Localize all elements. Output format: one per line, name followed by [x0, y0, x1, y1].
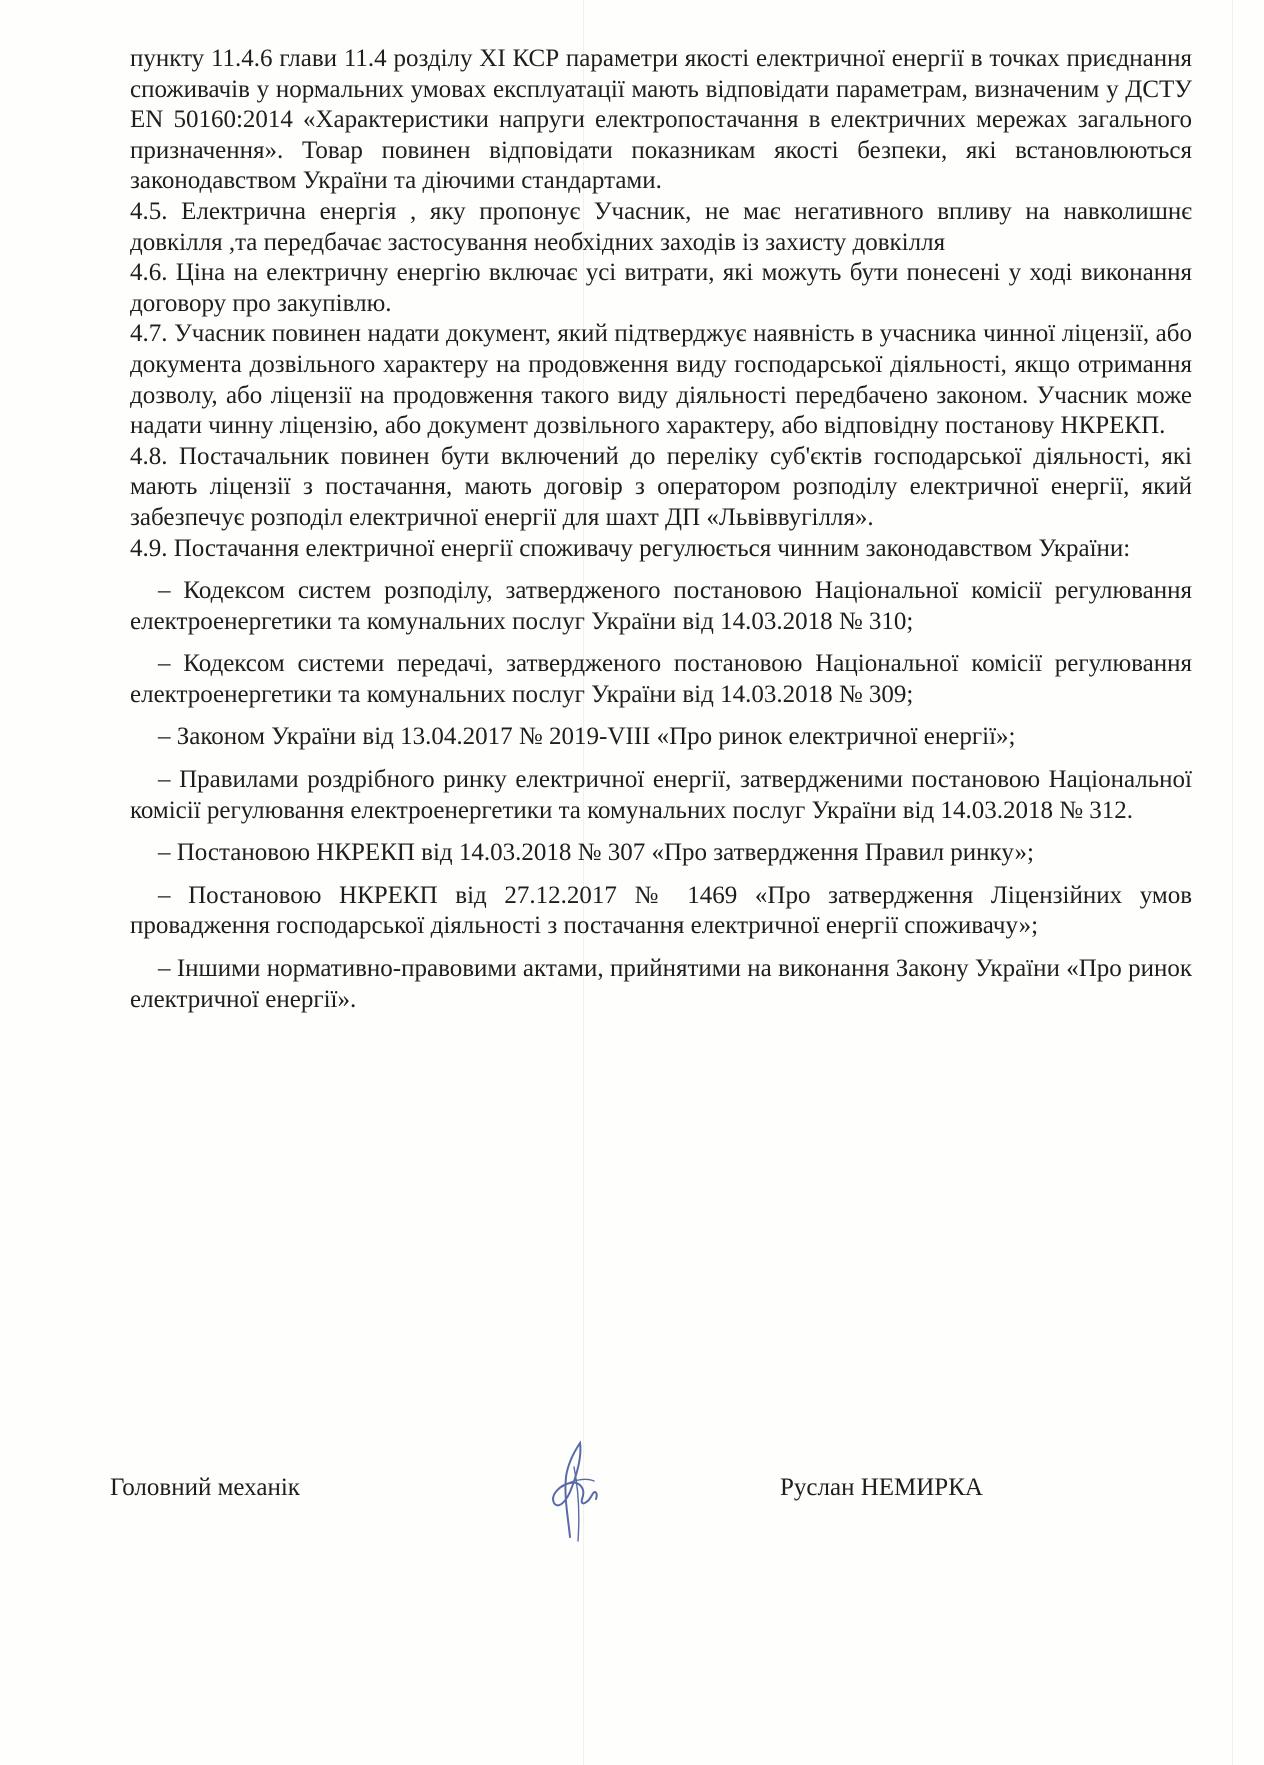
- spacer: [130, 869, 1192, 881]
- spacer: [130, 564, 1192, 576]
- paragraph-4-7: 4.7. Учасник повинен надати документ, який підтверджує наявність в учасника чинної ліцензії, або документа дозвільного характеру на продовження виду господарської діяльності, якщо отримання дозволу, або ліцензії на продовження такого виду діяльності передбачено законом. Учасник може надати чинну ліцензію, або документ дозвільного характеру, або відповідну постанову НКРЕКП.: [130, 320, 1192, 440]
- paragraph-4-8: 4.8. Постачальник повинен бути включений до переліку суб'єктів господарської діяльності, які мають ліцензії з постачання, мають договір з оператором розподілу електричної енергії, який забезпечує розподіл електричної енергії для шахт ДП «Львіввугілля».: [130, 442, 1192, 531]
- list-item: – Правилами роздрібного ринку електричної енергії, затвердженими постановою Національної комісії регулювання електроенергетики та комунальних послуг України від 14.03.2018 № 312.: [130, 766, 1192, 824]
- signature-block: [0, 1452, 1264, 1562]
- spacer: [130, 753, 1192, 765]
- paragraph-4-5: 4.5. Електрична енергія , яку пропонує Учасник, не має негативного впливу на навколишнє довкілля ,та передбачає застосування необхідних заходів із захисту довкілля: [130, 197, 1192, 256]
- spacer: [130, 637, 1192, 649]
- spacer: [130, 942, 1192, 954]
- signatory-position: Головний механік: [110, 1474, 300, 1501]
- signatory-name: Руслан НЕМИРКА: [780, 1474, 983, 1501]
- paragraph-4-9: 4.9. Постачання електричної енергії споживачу регулюється чинним законодавством України:: [130, 534, 1131, 562]
- list-item: – Кодексом системи передачі, затвердженого постановою Національної комісії регулювання електроенергетики та комунальних послуг України від 14.03.2018 № 309;: [130, 650, 1192, 708]
- spacer: [130, 826, 1192, 838]
- list-item: – Іншими нормативно-правовими актами, прийнятими на виконання Закону України «Про ринок електричної енергії».: [130, 955, 1192, 1013]
- paragraph-4-6: 4.6. Ціна на електричну енергію включає усі витрати, які можуть бути понесені у ході виконання договору про закупівлю.: [130, 259, 1192, 317]
- handwritten-signature-icon: [540, 1437, 610, 1547]
- spacer: [130, 710, 1192, 722]
- list-item: – Постановою НКРЕКП від 14.03.2018 № 307 «Про затвердження Правил ринку»;: [158, 839, 1034, 867]
- list-item: – Постановою НКРЕКП від 27.12.2017 № 1469 «Про затвердження Ліцензійних умов провадження господарської діяльності з постачання електричної енергії споживачу»;: [130, 881, 1192, 940]
- document-body: [130, 44, 1192, 1015]
- list-item: – Законом України від 13.04.2017 № 2019-VIII «Про ринок електричної енергії»;: [158, 723, 1016, 751]
- paragraph-intro: пункту 11.4.6 глави 11.4 розділу XI КСР параметри якості електричної енергії в точках приєднання споживачів у нормальних умовах експлуатації мають відповідати параметрам, визначеним у ДСТУ EN 50160:2014 «Характеристики напруги електропостачання в електричних мережах загального призначення». Товар повинен відповідати показникам якості безпеки, які встановлюються законодавством України та діючими стандартами.: [130, 45, 1192, 195]
- list-item: – Кодексом систем розподілу, затвердженого постановою Національної комісії регулювання електроенергетики та комунальних послуг України від 14.03.2018 № 310;: [130, 577, 1192, 635]
